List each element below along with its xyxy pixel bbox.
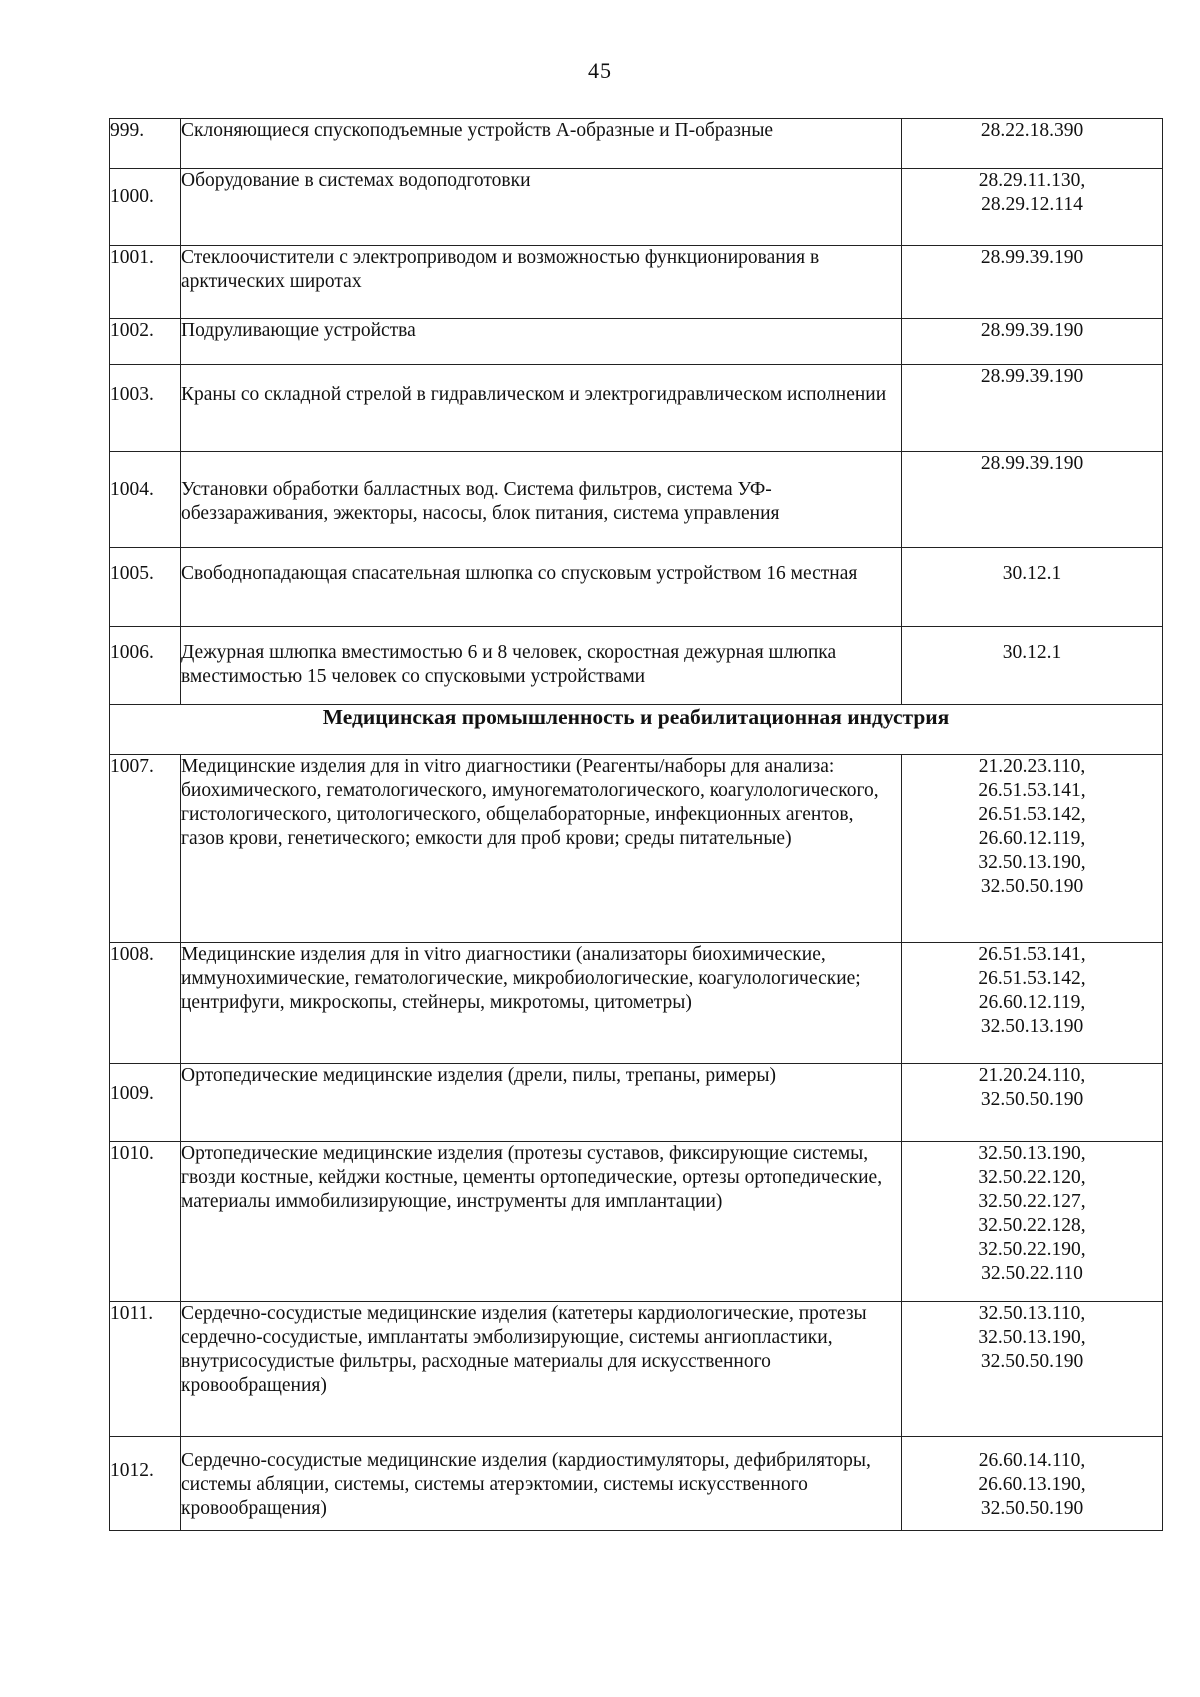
item-name: Дежурная шлюпка вместимостью 6 и 8 человек, скоростная дежурная шлюпка вместимостью 15 человек со спусковыми устройствами <box>181 627 902 705</box>
item-codes <box>902 943 1163 1064</box>
row-number: 999. <box>110 119 181 169</box>
okpd-code: 32.50.13.110, <box>978 1303 1086 1324</box>
table-row <box>110 169 1163 246</box>
registry-table <box>109 118 1163 1531</box>
okpd-code: 28.99.39.190 <box>980 366 1084 387</box>
section-header-row <box>110 705 1163 755</box>
item-codes <box>902 1142 1163 1302</box>
okpd-code: 32.50.50.190 <box>980 1498 1084 1519</box>
okpd-code: 26.51.53.141, <box>978 780 1086 801</box>
table-row <box>110 246 1163 319</box>
okpd-code: 28.99.39.190 <box>980 247 1084 268</box>
item-codes <box>902 452 1163 548</box>
row-number: 1012. <box>110 1437 181 1531</box>
okpd-code: 32.50.22.120, <box>978 1167 1086 1188</box>
item-codes <box>902 627 1163 705</box>
row-number: 1008. <box>110 943 181 1064</box>
row-number: 1006. <box>110 627 181 705</box>
item-name: Медицинские изделия для in vitro диагностики (анализаторы биохимические, иммунохимические, гематологические, микробиологические, коагулологические; центрифуги, микроскопы, стейнеры, микротомы, цитометры) <box>181 943 902 1064</box>
item-name: Склоняющиеся спускоподъемные устройств А-образные и П-образные <box>181 119 902 169</box>
okpd-code: 32.50.50.190 <box>980 1089 1084 1110</box>
okpd-code: 32.50.13.190, <box>978 1327 1086 1348</box>
okpd-code: 26.60.12.119, <box>978 828 1086 849</box>
row-number: 1003. <box>110 365 181 452</box>
okpd-code: 32.50.22.127, <box>978 1191 1086 1212</box>
item-codes <box>902 1302 1163 1437</box>
item-name: Ортопедические медицинские изделия (дрели, пилы, трепаны, римеры) <box>181 1064 902 1142</box>
okpd-code: 32.50.22.128, <box>978 1215 1086 1236</box>
item-codes <box>902 246 1163 319</box>
page-number: 45 <box>588 58 612 83</box>
table-row <box>110 548 1163 627</box>
item-codes <box>902 365 1163 452</box>
table-row <box>110 627 1163 705</box>
item-codes <box>902 319 1163 365</box>
item-name: Стеклоочистители с электроприводом и возможностью функционирования в арктических широтах <box>181 246 902 319</box>
okpd-code: 32.50.13.190 <box>980 1016 1084 1037</box>
item-name: Медицинские изделия для in vitro диагностики (Реагенты/наборы для анализа: биохимического, гематологического, имуногематологического, коагулологического, гистологического, цитологического, общелабораторные, инфекционных агентов, газов крови, генетического; емкости для проб крови; среды питательные) <box>181 755 902 943</box>
okpd-code: 26.60.13.190, <box>978 1474 1086 1495</box>
okpd-code: 32.50.22.190, <box>978 1239 1086 1260</box>
item-name: Установки обработки балластных вод. Система фильтров, система УФ-обеззараживания, эжекторы, насосы, блок питания, система управления <box>181 452 902 548</box>
okpd-code: 30.12.1 <box>1002 642 1062 663</box>
row-number: 1000. <box>110 169 181 246</box>
okpd-code: 21.20.24.110, <box>978 1065 1086 1086</box>
table-row <box>110 1142 1163 1302</box>
item-codes <box>902 169 1163 246</box>
okpd-code: 26.51.53.142, <box>978 804 1086 825</box>
item-name: Оборудование в системах водоподготовки <box>181 169 902 246</box>
okpd-code: 26.60.14.110, <box>978 1450 1086 1471</box>
item-name: Сердечно-сосудистые медицинские изделия (катетеры кардиологические, протезы сердечно-сосудистые, имплантаты эмболизирующие, системы ангиопластики, внутрисосудистые фильтры, расходные материалы для искусственного кровообращения) <box>181 1302 902 1437</box>
row-number: 1005. <box>110 548 181 627</box>
item-codes <box>902 1437 1163 1531</box>
okpd-code: 26.51.53.142, <box>978 968 1086 989</box>
okpd-code: 26.51.53.141, <box>978 944 1086 965</box>
table-row <box>110 755 1163 943</box>
item-codes <box>902 1064 1163 1142</box>
item-codes <box>902 119 1163 169</box>
item-name: Сердечно-сосудистые медицинские изделия (кардиостимуляторы, дефибриляторы, системы абляции, системы, системы атерэктомии, системы искусственного кровообращения) <box>181 1437 902 1531</box>
row-number: 1011. <box>110 1302 181 1437</box>
okpd-code: 32.50.50.190 <box>980 1351 1084 1372</box>
section-title: Медицинская промышленность и реабилитационная индустрия <box>110 705 1163 755</box>
table-row <box>110 1437 1163 1531</box>
row-number: 1007. <box>110 755 181 943</box>
table-row <box>110 365 1163 452</box>
okpd-code: 32.50.13.190, <box>978 1143 1086 1164</box>
table-row <box>110 319 1163 365</box>
okpd-code: 32.50.50.190 <box>980 876 1084 897</box>
item-name: Подруливающие устройства <box>181 319 902 365</box>
row-number: 1009. <box>110 1064 181 1142</box>
okpd-code: 32.50.22.110 <box>981 1263 1083 1284</box>
row-number: 1010. <box>110 1142 181 1302</box>
okpd-code: 28.99.39.190 <box>980 453 1084 474</box>
item-name: Ортопедические медицинские изделия (протезы суставов, фиксирующие системы, гвозди костные, кейджи костные, цементы ортопедические, ортезы ортопедические, материалы иммобилизирующие, инструменты для имплантации) <box>181 1142 902 1302</box>
table-row <box>110 1064 1163 1142</box>
okpd-code: 28.22.18.390 <box>980 120 1084 141</box>
row-number: 1004. <box>110 452 181 548</box>
okpd-code: 28.99.39.190 <box>980 320 1084 341</box>
row-number: 1002. <box>110 319 181 365</box>
item-name: Краны со складной стрелой в гидравлическом и электрогидравлическом исполнении <box>181 365 902 452</box>
okpd-code: 32.50.13.190, <box>978 852 1086 873</box>
item-name: Свободнопадающая спасательная шлюпка со спусковым устройством 16 местная <box>181 548 902 627</box>
okpd-code: 28.29.11.130, <box>978 170 1086 191</box>
row-number: 1001. <box>110 246 181 319</box>
table-row <box>110 943 1163 1064</box>
okpd-code: 26.60.12.119, <box>978 992 1086 1013</box>
table-row <box>110 1302 1163 1437</box>
table-row <box>110 452 1163 548</box>
okpd-code: 30.12.1 <box>1002 563 1062 584</box>
okpd-code: 28.29.12.114 <box>981 194 1083 215</box>
table-row <box>110 119 1163 169</box>
okpd-code: 21.20.23.110, <box>978 756 1086 777</box>
item-codes <box>902 755 1163 943</box>
item-codes <box>902 548 1163 627</box>
